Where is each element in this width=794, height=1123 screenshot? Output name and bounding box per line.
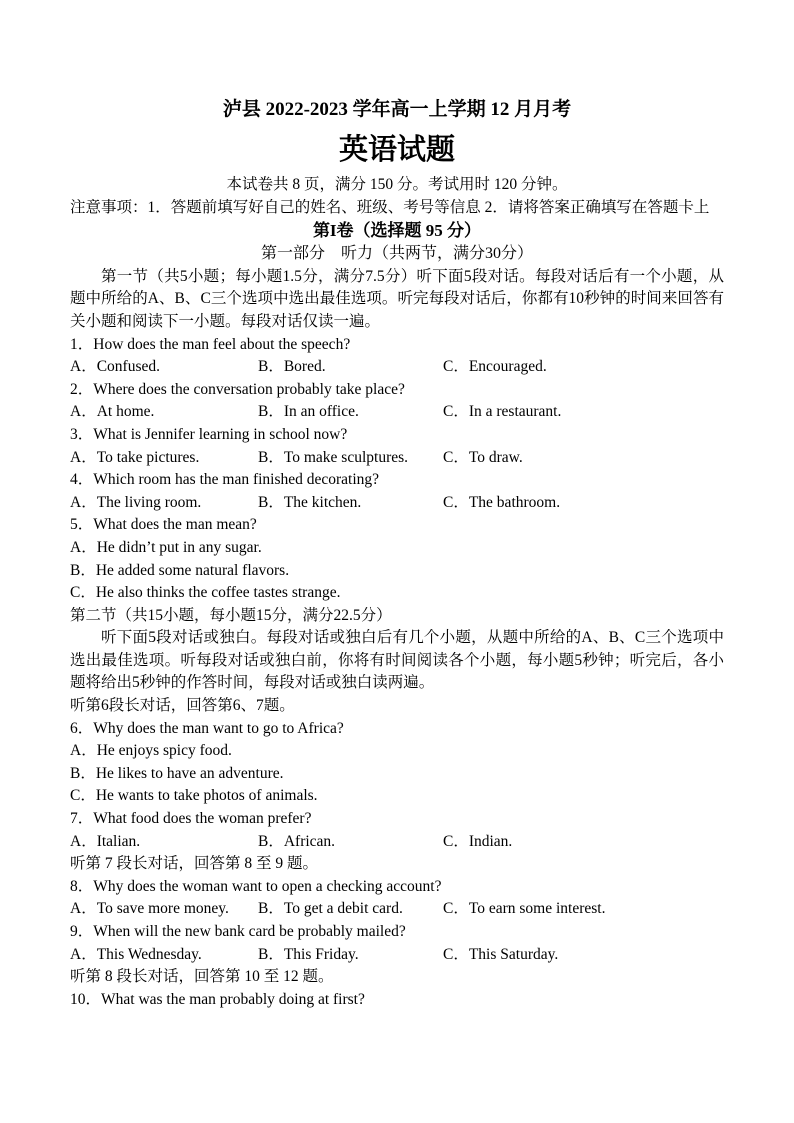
question-9-option-a: A．This Wednesday.	[70, 945, 202, 963]
question-3-option-a: A．To take pictures.	[70, 448, 200, 466]
section2-intro: 听下面5段对话或独白。每段对话或独白后有几个小题，从题中所给的A、B、C三个选项中选出最佳选项。听每段对话或独白前，你将有时间阅读各个小题，每小题5秒钟；听完后，各小题将给出5秒钟的作答时间，每段对话或独白读两遍。	[70, 629, 724, 692]
question-7-option-b: B．African.	[258, 832, 336, 850]
question-7-text: 7．What food does the woman prefer?	[70, 810, 312, 828]
question-8-text: 8．Why does the woman want to open a checking account?	[70, 877, 442, 895]
dialog6-note: 听第6段长对话，回答第6、7题。	[70, 697, 295, 715]
question-8-option-b: B．To get a debit card.	[258, 900, 403, 918]
question-9-options	[70, 944, 724, 967]
section1-intro: 第一节（共5小题；每小题1.5分，满分7.5分）听下面5段对话。每段对话后有一个小题，从题中所给的A、B、C三个选项中选出最佳选项。听完每段对话后，你都有10秒钟的时间来回答有关小题和阅读下一小题。每段对话仅读一遍。	[70, 267, 724, 330]
question-5-option-a: A．He didn’t put in any sugar.	[70, 538, 262, 556]
exam-notice: 注意事项：1．答题前填写好自己的姓名、班级、考号等信息 2．请将答案正确填写在答题卡上	[70, 198, 710, 216]
question-9-text: 9．When will the new bank card be probably mailed?	[70, 923, 406, 940]
question-8-option-a: A．To save more money.	[70, 900, 229, 918]
question-7-options	[70, 831, 724, 854]
dialog7-note: 听第 7 段长对话，回答第 8 至 9 题。	[70, 855, 319, 873]
volume-title: 第I卷（选择题 95 分）	[312, 221, 482, 241]
question-5-text: 5．What does the man mean?	[70, 516, 257, 534]
question-10-text: 10．What was the man probably doing at first?	[70, 990, 365, 1008]
exam-title: 泸县 2022-2023 学年高一上学期 12 月月考	[222, 99, 572, 120]
question-3-option-b: B．To make sculptures.	[258, 448, 409, 466]
question-3-options	[70, 447, 724, 470]
question-2-option-a: A．At home.	[70, 403, 155, 421]
question-4-option-c: C．The bathroom.	[443, 493, 561, 511]
section2-heading: 第二节（共15小题，每小题15分，满分22.5分）	[70, 606, 392, 624]
question-6-option-b: B．He likes to have an adventure.	[70, 764, 284, 782]
question-7-option-c: C．Indian.	[443, 832, 513, 850]
question-1-option-b: B．Bored.	[258, 358, 326, 376]
question-4-options	[70, 492, 724, 515]
question-8-options	[70, 898, 724, 921]
question-9-option-b: B．This Friday.	[258, 945, 359, 963]
question-2-option-b: B．In an office.	[258, 403, 359, 421]
question-1-option-c: C．Encouraged.	[443, 358, 547, 376]
subject-title: 英语试题	[338, 134, 455, 166]
question-2-options	[70, 401, 724, 424]
question-6-option-a: A．He enjoys spicy food.	[70, 742, 232, 760]
question-6-option-c: C．He wants to take photos of animals.	[70, 787, 318, 805]
question-1-text: 1．How does the man feel about the speech?	[70, 335, 351, 353]
question-2-option-c: C．In a restaurant.	[443, 403, 562, 421]
question-5-option-c: C．He also thinks the coffee tastes strange.	[70, 584, 341, 602]
question-4-option-b: B．The kitchen.	[258, 493, 362, 511]
question-5-option-b: B．He added some natural flavors.	[70, 561, 290, 579]
question-4-text: 4．Which room has the man finished decorating?	[70, 471, 380, 489]
paper-info: 本试卷共 8 页，满分 150 分。考试用时 120 分钟。	[226, 176, 568, 193]
question-9-option-c: C．This Saturday.	[443, 945, 559, 963]
question-1-options	[70, 356, 724, 379]
question-8-option-c: C．To earn some interest.	[443, 900, 606, 918]
question-2-text: 2．Where does the conversation probably take place?	[70, 380, 405, 398]
question-6-text: 6．Why does the man want to go to Africa?	[70, 719, 344, 737]
question-3-text: 3．What is Jennifer learning in school now?	[70, 425, 348, 443]
question-7-option-a: A．Italian.	[70, 832, 141, 850]
part-title: 第一部分 听力（共两节，满分30分）	[260, 245, 533, 263]
question-3-option-c: C．To draw.	[443, 448, 523, 466]
question-1-option-a: A．Confused.	[70, 358, 160, 376]
question-4-option-a: A．The living room.	[70, 493, 202, 511]
dialog8-note: 听第 8 段长对话，回答第 10 至 12 题。	[70, 968, 334, 986]
